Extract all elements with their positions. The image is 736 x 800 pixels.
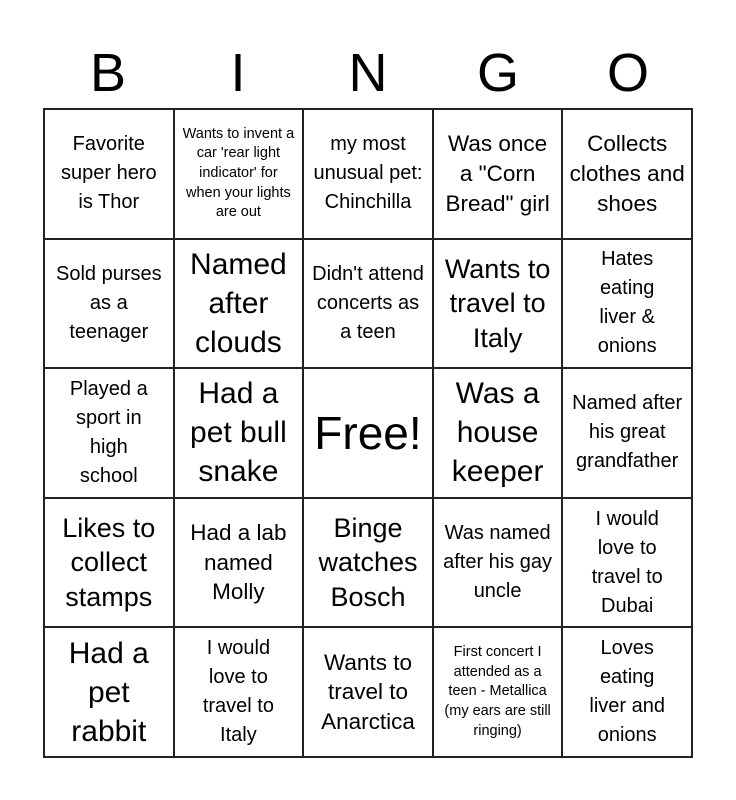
cell-text: Played a sport in high school xyxy=(69,377,148,487)
cell-text: Had a pet rabbit xyxy=(68,636,149,748)
header-letter-b: B xyxy=(89,43,127,103)
bingo-header xyxy=(43,38,693,108)
free-space-text: Free! xyxy=(314,406,422,459)
cell-text: Was once a "Corn Bread" girl xyxy=(445,131,550,216)
header-letter-i: I xyxy=(230,43,246,103)
cell-text: Named after his great grandfather xyxy=(572,392,683,473)
bingo-cell[interactable] xyxy=(303,239,433,369)
bingo-cell[interactable] xyxy=(562,109,692,239)
cell-text: Wants to travel to Anarctica xyxy=(321,649,415,735)
cell-text: Was a house keeper xyxy=(451,377,544,489)
bingo-cell[interactable] xyxy=(562,368,692,498)
cell-text: Loves eating liver and onions xyxy=(589,637,665,747)
bingo-cell[interactable] xyxy=(433,627,563,757)
free-space[interactable] xyxy=(303,368,433,498)
bingo-cell[interactable] xyxy=(174,627,304,757)
cell-text: Sold purses as a teenager xyxy=(55,262,162,343)
cell-text: Didn't attend concerts as a teen xyxy=(312,262,424,343)
bingo-cell[interactable] xyxy=(303,498,433,628)
bingo-cell[interactable] xyxy=(433,109,563,239)
cell-text: Hates eating liver & onions xyxy=(597,248,657,358)
bingo-cell[interactable] xyxy=(44,239,174,369)
cell-text: I would love to travel to Italy xyxy=(202,637,274,747)
header-letter-o: O xyxy=(606,43,649,103)
cell-text: Wants to travel to Italy xyxy=(444,253,551,353)
bingo-cell[interactable] xyxy=(562,498,692,628)
cell-text: Had a pet bull snake xyxy=(190,377,287,489)
bingo-cell[interactable] xyxy=(303,109,433,239)
bingo-cell[interactable] xyxy=(562,627,692,757)
bingo-cell[interactable] xyxy=(44,109,174,239)
bingo-cell[interactable] xyxy=(433,239,563,369)
cell-text: Collects clothes and shoes xyxy=(569,131,685,216)
cell-text: Likes to collect stamps xyxy=(62,512,156,612)
cell-text: First concert I attended as a teen - Metallica (my ears are still ringing) xyxy=(444,644,551,739)
header-letter-n: N xyxy=(348,43,388,103)
bingo-cell[interactable] xyxy=(303,627,433,757)
bingo-cell[interactable] xyxy=(174,368,304,498)
bingo-cell[interactable] xyxy=(44,368,174,498)
bingo-cell[interactable] xyxy=(174,498,304,628)
cell-text: Was named after his gay uncle xyxy=(443,522,553,603)
cell-text: Had a lab named Molly xyxy=(190,520,287,605)
header-letter-g: G xyxy=(476,43,519,103)
bingo-cell[interactable] xyxy=(44,498,174,628)
bingo-cell[interactable] xyxy=(562,239,692,369)
cell-text: my most unusual pet: Chinchilla xyxy=(313,133,423,214)
cell-text: Binge watches Bosch xyxy=(318,512,418,612)
bingo-cell[interactable] xyxy=(174,109,304,239)
cell-text: I would love to travel to Dubai xyxy=(591,507,663,617)
bingo-board xyxy=(43,108,693,758)
cell-text: Favorite super hero is Thor xyxy=(60,133,157,214)
bingo-cell[interactable] xyxy=(44,627,174,757)
cell-text: Named after clouds xyxy=(190,247,287,359)
cell-text: Wants to invent a car 'rear light indicator' for when your lights are out xyxy=(182,125,295,221)
bingo-cell[interactable] xyxy=(433,368,563,498)
bingo-cell[interactable] xyxy=(174,239,304,369)
bingo-cell[interactable] xyxy=(433,498,563,628)
